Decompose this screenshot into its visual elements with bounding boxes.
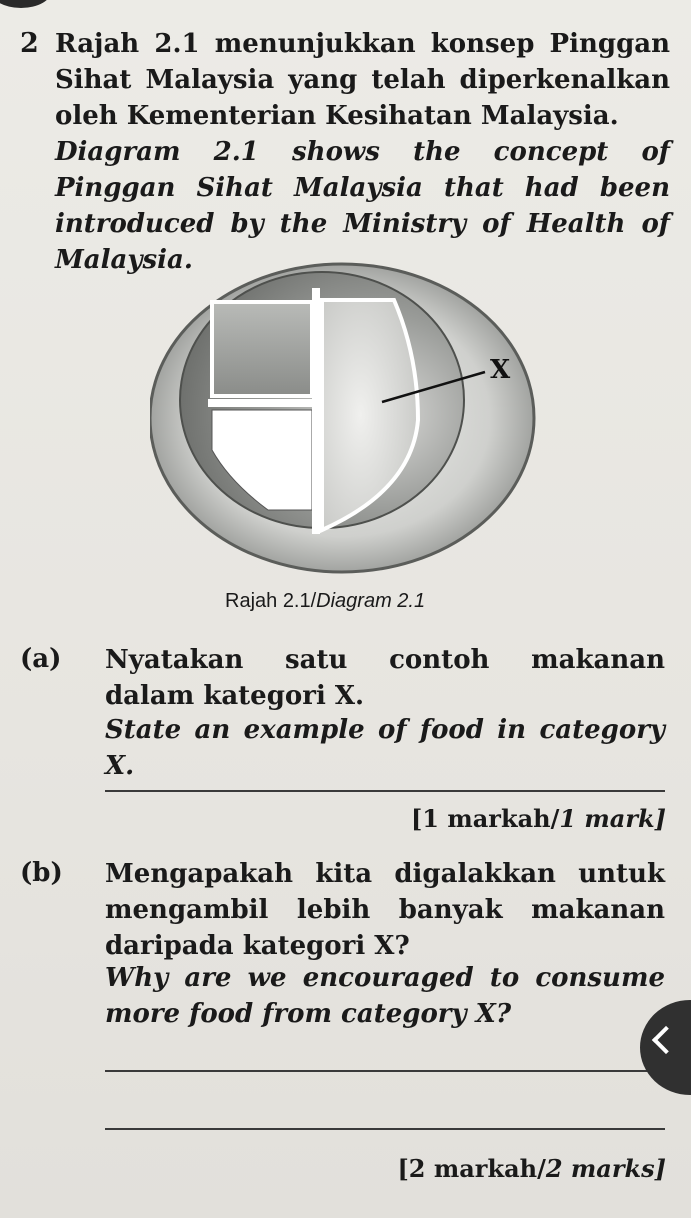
corner-shadow xyxy=(0,0,52,8)
part-a-label: (a) xyxy=(20,644,62,674)
part-b-question-malay: Mengapakah kita digalakkan untuk mengambil lebih banyak makanan daripada kategori X? xyxy=(105,859,665,961)
part-a-answer-line[interactable] xyxy=(105,790,665,792)
part-b-question-english: Why are we encouraged to consume more food from category X? xyxy=(105,963,665,1029)
question-intro-english: Diagram 2.1 shows the concept of Pinggan Sihat Malaysia that had been introduced by the Ministry of Health of Malaysia. xyxy=(55,137,670,275)
part-a-question-english: State an example of food in category X. xyxy=(105,715,665,781)
part-b-label: (b) xyxy=(20,858,63,888)
diagram-caption-malay: Rajah 2.1/ xyxy=(225,590,317,612)
part-b-marks: [2 markah/2 marks] xyxy=(397,1154,666,1183)
plate-top-left-quarter xyxy=(212,302,312,396)
diagram-caption-english: Diagram 2.1 xyxy=(316,590,426,612)
question-number: 2 xyxy=(20,28,39,59)
question-intro-malay: Rajah 2.1 menunjukkan konsep Pinggan Sihat Malaysia yang telah diperkenalkan oleh Kementerian Kesihatan Malaysia. xyxy=(55,29,670,131)
healthy-plate-diagram xyxy=(150,260,550,600)
part-a-question-malay: Nyatakan satu contoh makanan dalam kategori X. xyxy=(105,645,665,711)
label-x: X xyxy=(490,355,511,385)
part-b-answer-line-1[interactable] xyxy=(105,1070,665,1072)
diagram-caption xyxy=(225,590,425,613)
part-a-marks: [1 markah/1 mark] xyxy=(410,804,666,833)
part-b-answer-line-2[interactable] xyxy=(105,1128,665,1130)
